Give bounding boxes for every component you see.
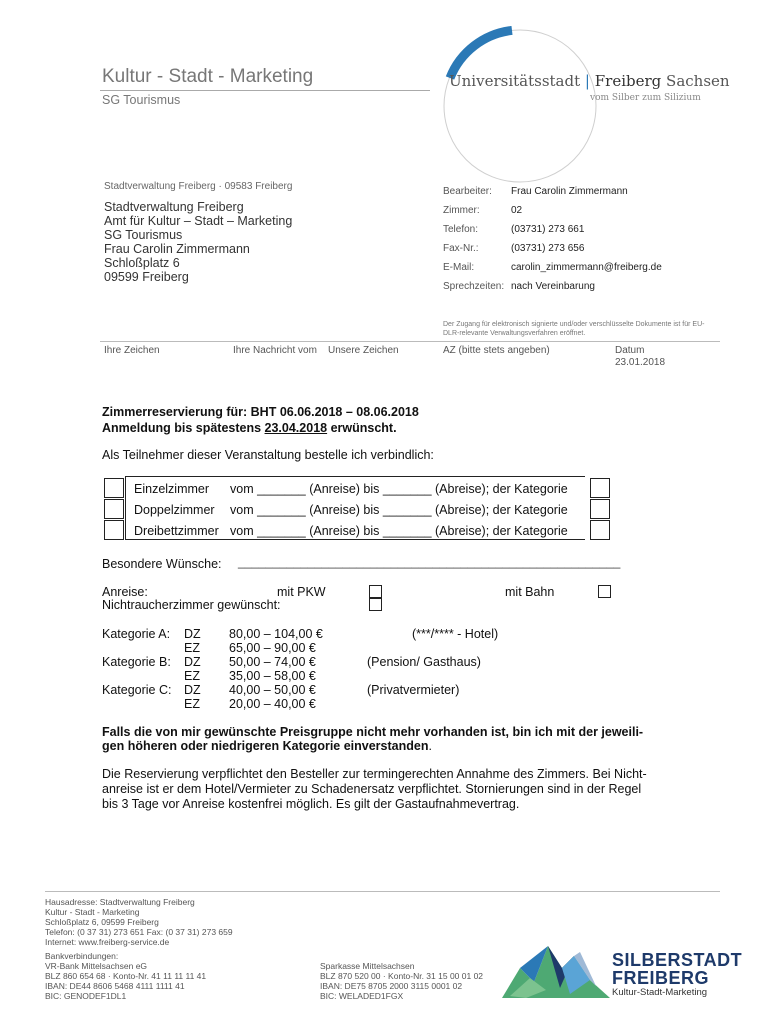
footer-line: Telefon: (0 37 31) 273 651 Fax: (0 37 31) 273 659 bbox=[45, 927, 233, 937]
reference-rule bbox=[100, 341, 720, 342]
footer-line: Internet: www.freiberg-service.de bbox=[45, 937, 170, 947]
subject-deadline-post: erwünscht. bbox=[327, 421, 397, 435]
footer-line: BIC: GENODEF1DL1 bbox=[45, 991, 127, 1001]
footer-line: BLZ 860 654 68 · Konto-Nr. 41 11 11 11 41 bbox=[45, 971, 207, 981]
contact-label: Zimmer: bbox=[443, 205, 480, 216]
footer-rule bbox=[45, 891, 720, 892]
nichtraucher-checkbox[interactable] bbox=[369, 598, 382, 611]
logo-state: Sachsen bbox=[666, 72, 730, 90]
university-city-logo bbox=[440, 26, 600, 186]
recipient-line: Frau Carolin Zimmermann bbox=[104, 242, 250, 256]
terms-text bbox=[102, 767, 647, 812]
footer-house-address bbox=[45, 897, 233, 947]
category-desc: (***/**** - Hotel) bbox=[412, 627, 499, 641]
footer-line: BLZ 870 520 00 · Konto-Nr. 31 15 00 01 02 bbox=[320, 971, 484, 981]
sender-line: Stadtverwaltung Freiberg · 09583 Freiberg bbox=[104, 181, 293, 192]
contact-value: (03731) 273 656 bbox=[511, 243, 585, 254]
contact-value: Frau Carolin Zimmermann bbox=[511, 186, 628, 197]
category-checkbox-doppelzimmer[interactable] bbox=[590, 499, 610, 519]
intro-text: Als Teilnehmer dieser Veranstaltung bestelle ich verbindlich: bbox=[102, 448, 434, 462]
contact-value: 02 bbox=[511, 205, 523, 216]
room-checkbox-dreibettzimmer[interactable] bbox=[104, 520, 124, 540]
consent-line-1: Falls die von mir gewünschte Preisgruppe nicht mehr vorhanden ist, bin ich mit der jeweili- bbox=[102, 725, 644, 739]
footer-line: Sparkasse Mittelsachsen bbox=[320, 961, 415, 971]
terms-line: Die Reservierung verpflichtet den Besteller zur termingerechten Annahme des Zimmers. Bei Nicht- bbox=[102, 767, 647, 781]
ref-datum-value: 23.01.2018 bbox=[615, 357, 666, 368]
room-name: Einzelzimmer bbox=[134, 482, 210, 496]
subject-deadline-pre: Anmeldung bis spätestens bbox=[102, 421, 265, 435]
category-price: 20,00 – 40,00 € bbox=[229, 697, 316, 711]
footer-line: Hausadresse: Stadtverwaltung Freiberg bbox=[45, 897, 195, 907]
subject-deadline-date: 23.04.2018 bbox=[264, 421, 328, 435]
room-table bbox=[100, 476, 620, 540]
footer-line: VR-Bank Mittelsachsen eG bbox=[45, 961, 148, 971]
terms-line: anreise ist er dem Hotel/Vermieter zu Schadenersatz verpflichtet. Stornierungen sind in der Regel bbox=[102, 782, 642, 796]
category-desc: (Privatvermieter) bbox=[367, 683, 460, 697]
ref-az: AZ (bitte stets angeben) bbox=[443, 345, 550, 356]
consent-period: . bbox=[428, 739, 432, 753]
pkw-label: mit PKW bbox=[277, 585, 326, 599]
room-checkbox-doppelzimmer[interactable] bbox=[104, 499, 124, 519]
terms-line: bis 3 Tage vor Anreise kostenfrei möglich. Es gilt der Gastaufnahmevertrag. bbox=[102, 797, 520, 811]
footer-line: IBAN: DE75 8705 2000 3115 0001 02 bbox=[320, 981, 463, 991]
contact-label: Sprechzeiten: bbox=[443, 281, 505, 292]
footer-line: Kultur - Stadt - Marketing bbox=[45, 907, 140, 917]
category-price: 80,00 – 104,00 € bbox=[229, 627, 323, 641]
recipient-address bbox=[104, 200, 292, 284]
wishes-input-line[interactable]: _______________________________________________________ bbox=[238, 555, 621, 569]
subject-line-1: Zimmerreservierung für: BHT 06.06.2018 – 08.06.2018 bbox=[102, 405, 419, 419]
contact-value: nach Vereinbarung bbox=[511, 281, 595, 292]
silberstadt-crystal-icon bbox=[500, 938, 612, 1000]
logo-divider: | bbox=[584, 72, 590, 90]
room-checkbox-einzelzimmer[interactable] bbox=[104, 478, 124, 498]
category-type: EZ bbox=[184, 697, 200, 711]
consent-line-2 bbox=[102, 739, 432, 753]
room-table-top-border bbox=[125, 476, 585, 477]
silberstadt-logo-line-1: SILBERSTADT bbox=[612, 950, 743, 970]
ref-unsere-zeichen: Unsere Zeichen bbox=[328, 345, 399, 356]
category-type: EZ bbox=[184, 641, 200, 655]
contact-label: Fax-Nr.: bbox=[443, 243, 479, 254]
category-type: EZ bbox=[184, 669, 200, 683]
category-checkbox-dreibettzimmer[interactable] bbox=[590, 520, 610, 540]
header-title: Kultur - Stadt - Marketing bbox=[102, 66, 314, 87]
contact-label: Telefon: bbox=[443, 224, 479, 235]
header-subtitle: SG Tourismus bbox=[102, 93, 181, 107]
category-desc: (Pension/ Gasthaus) bbox=[367, 655, 481, 669]
anreise-label: Anreise: bbox=[102, 585, 148, 599]
recipient-line: SG Tourismus bbox=[104, 228, 183, 242]
wishes-label: Besondere Wünsche: bbox=[102, 557, 222, 571]
room-text: vom _______ (Anreise) bis _______ (Abreise); der Kategorie bbox=[230, 524, 568, 538]
footer-line: IBAN: DE44 8606 5468 4111 1111 41 bbox=[45, 981, 185, 991]
recipient-line: 09599 Freiberg bbox=[104, 270, 189, 284]
logo-tagline: vom Silber zum Silizium bbox=[590, 93, 701, 103]
silberstadt-logo-line-3: Kultur-Stadt-Marketing bbox=[612, 987, 708, 998]
footer-bank-sparkasse bbox=[320, 961, 483, 1001]
footer-bank-vr bbox=[45, 951, 206, 1001]
category-price: 65,00 – 90,00 € bbox=[229, 641, 316, 655]
footer-line: Bankverbindungen: bbox=[45, 951, 119, 961]
category-price: 35,00 – 58,00 € bbox=[229, 669, 316, 683]
header-rule bbox=[100, 90, 430, 91]
pkw-checkbox[interactable] bbox=[369, 585, 382, 598]
nichtraucher-label: Nichtraucherzimmer gewünscht: bbox=[102, 598, 281, 612]
category-type: DZ bbox=[184, 683, 201, 697]
room-table-bottom-border bbox=[125, 539, 585, 540]
subject-line-2 bbox=[102, 421, 397, 435]
logo-city: Freiberg bbox=[594, 72, 662, 90]
footer-line: BIC: WELADED1FGX bbox=[320, 991, 404, 1001]
electronic-access-note: Der Zugang für elektronisch signierte und/oder verschlüsselte Dokumente ist für EU-DLR-relevante Verwaltungsverfahren eröffnet. bbox=[443, 321, 705, 337]
recipient-line: Stadtverwaltung Freiberg bbox=[104, 200, 244, 214]
bahn-checkbox[interactable] bbox=[598, 585, 611, 598]
category-label: Kategorie C: bbox=[102, 683, 172, 697]
ref-ihre-zeichen: Ihre Zeichen bbox=[104, 345, 160, 356]
consent-line-2-text: gen höheren oder niedrigeren Kategorie einverstanden bbox=[102, 739, 429, 753]
contact-value: (03731) 273 661 bbox=[511, 224, 585, 235]
category-type: DZ bbox=[184, 627, 201, 641]
room-text: vom _______ (Anreise) bis _______ (Abreise); der Kategorie bbox=[230, 482, 568, 496]
recipient-line: Schloßplatz 6 bbox=[104, 256, 180, 270]
room-table-left-border bbox=[125, 476, 126, 540]
ref-datum-label: Datum bbox=[615, 345, 645, 356]
category-price: 50,00 – 74,00 € bbox=[229, 655, 316, 669]
silberstadt-logo-line-2: FREIBERG bbox=[612, 968, 710, 988]
contact-email[interactable]: carolin_zimmermann@freiberg.de bbox=[511, 262, 662, 273]
room-text: vom _______ (Anreise) bis _______ (Abreise); der Kategorie bbox=[230, 503, 568, 517]
room-name: Doppelzimmer bbox=[134, 503, 215, 517]
room-name: Dreibettzimmer bbox=[134, 524, 219, 538]
category-list bbox=[102, 627, 602, 711]
category-label: Kategorie A: bbox=[102, 627, 171, 641]
bahn-label: mit Bahn bbox=[505, 585, 555, 599]
contact-label: E-Mail: bbox=[443, 262, 475, 273]
category-price: 40,00 – 50,00 € bbox=[229, 683, 316, 697]
category-checkbox-einzelzimmer[interactable] bbox=[590, 478, 610, 498]
footer-line: Schloßplatz 6, 09599 Freiberg bbox=[45, 917, 159, 927]
university-logo-text bbox=[449, 72, 730, 90]
logo-main: Universitätsstadt bbox=[449, 72, 581, 90]
ref-ihre-nachricht: Ihre Nachricht vom bbox=[233, 345, 317, 356]
category-type: DZ bbox=[184, 655, 201, 669]
category-label: Kategorie B: bbox=[102, 655, 171, 669]
recipient-line: Amt für Kultur – Stadt – Marketing bbox=[104, 214, 293, 228]
contact-label: Bearbeiter: bbox=[443, 186, 492, 197]
